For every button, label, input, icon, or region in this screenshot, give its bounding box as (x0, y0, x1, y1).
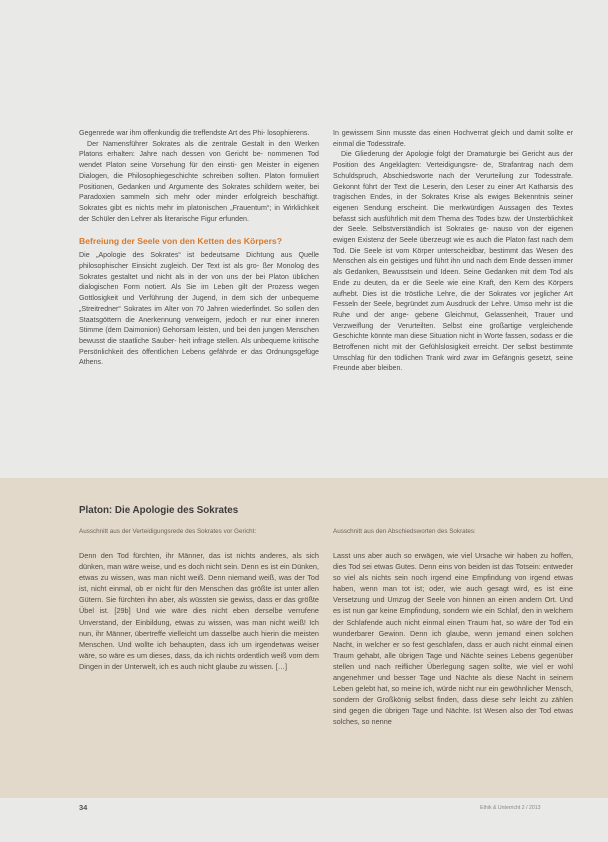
article-left-column (79, 128, 319, 368)
section-heading: Befreiung der Seele von den Ketten des Körpers? (79, 236, 282, 247)
page-number: 34 (79, 803, 88, 812)
quote-text-left: Denn den Tod fürchten, ihr Männer, das ist nichts anderes, als sich dünken, man wäre weise, und es doch nicht sein. Denn es ist ein Dünken, etwas zu wissen, was man nicht weiß. Denn niemand weiß, was der Tod ist, nicht einmal, ob er nicht für den Menschen das größte ist unter allen Gütern. Sie fürchten ihn aber, als wüssten sie gewiss, dass er das größte Übel ist. [29b] Und wie wäre dies nicht eben derselbe verrufene Unverstand, der Einbildung, etwas zu wissen, was man nicht weiß! Ich nun, ihr Männer, übertreffe vielleicht um dasselbe auch hierin die meisten Menschen. Und wollte ich behaupten, dass ich um irgendetwas weiser wäre, so wäre es um dieses, dass, da ich nichts ordentlich weiß vom dem Dingen in der Unterwelt, ich es auch nicht glaube zu wissen. […] (79, 551, 319, 671)
article-paragraph: Die Gliederung der Apologie folgt der Dramaturgie bei Gericht aus der Position des Angeklagten: Verteidigungsre- de, Strafantrag nach dem Schuldspruch, Abschiedsworte nach der Verurteilung zur Todesstrafe. Gekonnt führt der Text die Leserin, den Leser zu einer Art Katharsis des tragischen Endes, in der Sokrates Krise als ewiges Bekenntnis seiner eigenen Sendung erscheint. Die merkwürdigen Aussagen des Textes befasst sich ausführlich mit dem Thema des Todes bzw. der Unsterblichkeit der Seele. Selbstverständlich ist Sokrates ge- nauso von der eigenen ewigen Existenz der Seele überzeugt wie es auch die Platon fast nach dem Tod. Die Seele ist vom Körper unterscheidbar, bestimmt das Wesen des Menschen als ein geistiges und führt ihn und nach dem Ende dessen immer als Gedanken, Bewusstsein und Ideen. Seine Gedanken mit dem Tod als Ende zu deuten, da er die Seele wie eine Kraft, den Kern des Körpers aufhebt. Dies ist die tröstliche Lehre, die der Sokrates vor jeglicher Art Fesseln der Seele, begründet zum Ausdruck der Lehre. Umso mehr ist die Ruhe und der ange- gebene Gleichmut, Gelassenheit, Trauer und Verzweiflung der Verurteilten. Selbst eine großartige vergleichende Geschichte könnte man diese Situation nicht in Worte fassen, sodass er die Betroffenen nicht mit der Gefühlslosigkeit erreicht. Der selbst bestimmte Umschlag für den tödlichen Trank wird zwar im Gefängnis gesetzt, seine Freunde aber bleiben. (333, 150, 573, 373)
article-paragraph: Der Namensführer Sokrates als die zentrale Gestalt in den Werken Platons erhalten: Jahre nach dessen von Gericht be- nommenen Tod wendet Platon seine Vorsehung für den einsti- gen Meister in eigenen Dialogen, die Philosophiegeschichte schreiben sollten. Platon formuliert Positionen, Gedanken und Argumente des Sokrates schildern weiter, bei Paradoxien sammeln sich mehr oder minder erfolgreich beschäftigt. Sokrates gibt es nichts mehr im platonischen „Frauentum“; in Wirklichkeit der Schüler den Lehrer als literarische Figur erfunden. (79, 139, 319, 223)
quote-box-title: Platon: Die Apologie des Sokrates (79, 505, 239, 516)
quote-text-right: Lasst uns aber auch so erwägen, wie viel Ursache wir haben zu hoffen, dies Tod sei etwas Gutes. Denn eins von beiden ist das Totsein: entweder so viel als nichts sein noch irgend eine Empfindung von irgend etwas haben, wenn man tot ist; oder, wie auch gesagt wird, es ist eine Versetzung und Umzug der Seele von hinnen an einen andern Ort. Und es ist nun gar keine Empfindung, sondern wie ein Schlaf, den in welchem der Schlafende auch nicht einmal einen Traum hat, so wäre der Tod ein wunderbarer Gewinn. Denn ich glaube, wenn jemand einen solchen Nacht, in welcher er so fest geschlafen, dass er auch nicht einmal einen Traum gehabt, alle übrigen Tage und Nächte seines Lebens gegenüber stellen und nach reiflicher Überlegung sagen sollte, wie viel er wohl angenehmer und besser Tage und Nächte als diese Nacht in seinem Leben gelebt hat, so meine ich, würde nicht nur ein gewöhnlicher Mensch, sondern der Großkönig selbst finden, dass diese sehr leicht zu zählen sind gegen die übrigen Tage und Nächte. Ist Wesen also der Tod etwas solches, so nenne (333, 551, 573, 727)
article-paragraph: Gegenrede war ihm offenkundig die treffendste Art des Phi- losophierens. (79, 129, 310, 137)
article-paragraph: Die „Apologie des Sokrates“ ist bedeutsame Dichtung aus Quelle philosophischer Einsicht zugleich. Der Text ist als gro- ßer Monolog des Sokrates gestaltet und nicht als in der von uns der bei Platon üblichen dialogischen Form notiert. Als Sie im Leben gilt der Prozess wegen Gottlosigkeit und Verführung der Jugend, in dem sich der unbequeme „Streitredner“ Sokrates im Alter von 70 Jahren wiederfindet. So sollen den Staatsgöttern die Anerkennung verweigern, jedoch er nur einer inneren Stimme (dem Daimonion) Gehorsam leisten, und bei den jungen Menschen bewusst die staatliche Sauber- heit infrage stellen. Als unbequeme kritische Persönlichkeit des öffentlichen Lebens gefährde er das Ordnungsgefüge Athens. (79, 251, 319, 367)
footer-publication: Ethik & Unterricht 2 / 2013 (480, 805, 541, 811)
quote-caption-right: Ausschnitt aus den Abschiedsworten des Sokrates: (333, 528, 476, 535)
article-paragraph: In gewissem Sinn musste das einen Hochverrat gleich und damit sollte er einmal die Todesstrafe. (333, 129, 573, 148)
quote-caption-left: Ausschnitt aus der Verteidigungsrede des Sokrates vor Gericht: (79, 528, 257, 535)
article-right-column (333, 128, 573, 374)
